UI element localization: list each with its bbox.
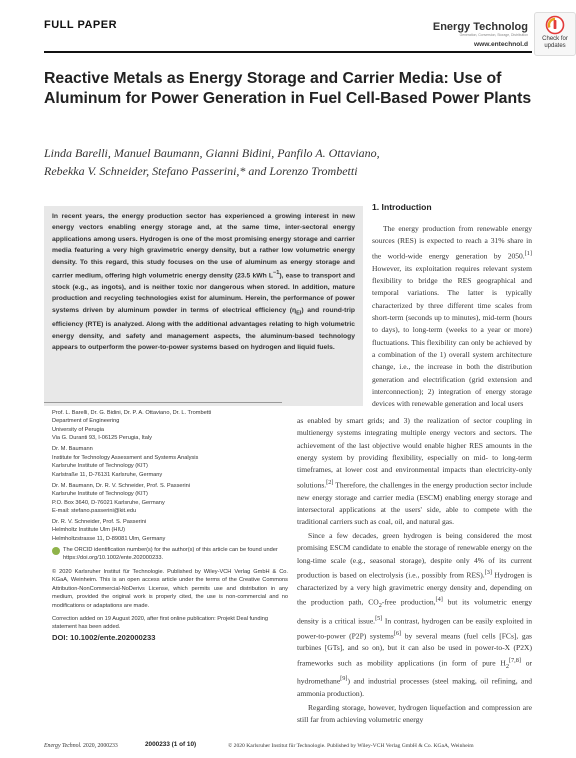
- journal-url[interactable]: www.entechnol.d: [474, 41, 528, 48]
- intro-text: The energy production from renewable energy sources (RES) is expected to reach a 31% share in the world-wide energy generation by 2050.[1] However, its exploitation requires relevant system flexibility to bridge the RES geographical and temporal variations. The latter is typically characterized by three different time scales from short-term (seconds up to minutes), mid-term (hours to days), to long-term (weeks to a year or more) fluctuations. This flexibility can only be achieved by a combination of the 1) overall system architecture change, i.e., the increase in both the distribution generation and electrification (grid extension and interconnection); 2) integration of energy storage devices with renewable generation and local users: [372, 224, 532, 409]
- check-for-updates-badge[interactable]: [534, 12, 576, 56]
- abstract-box: In recent years, the energy production sector has experienced a growing interest in new energy vectors enabling energy storage and, at the same time, inter-sectoral energy applications among users. Hydrogen is one of the most promising energy storage and carrier media featuring a very high gravimetric energy density, but a rather low volumetric energy density. To this regard, this study focuses on the use of aluminum as energy storage and carrier medium, offering high volumetric energy density (23.5 kWh $L^{-1}$), ease to transport and stock (e.g., as ingots), and is neither toxic nor dangerous when stored. In addition, mature production and recycling technologies exist for aluminum. Herein, the performance of power systems driven by aluminum powder in terms of electrical efficiency $(\eta_{EI})$ and round-trip efficiency (RTE) is analyzed. Along with the additional advantages relating to high volumetric energy density, and safety and management aspects, the aluminum-based technology appears to outperform the power-to-power systems based on hydrogen and liquid fuels.: [44, 206, 363, 406]
- footer-copyright: © 2020 Karlsruher Institut für Technologie. Published by Wiley-VCH Verlag GmbH & Co. KGaA, Weinheim: [228, 743, 474, 749]
- affiliations: Prof. L. Barelli, Dr. G. Bidini, Dr. P. A. Ottaviano, Dr. L. Trombetti Department of Engineering University of Perugia Via G. Duranti 93, I-06125 Perugia, Italy Dr. M. Baumann Institute for Technology Assessment and Systems Analysis Karlsruhe Institute of Technology (KIT) Karlstraße 11, D-76131 Karlsruhe, Germany Dr. M. Baumann, Dr. R. V. Schneider, Prof. S. Passerini Karlsruhe Institute of Technology (KIT) P.O. Box 3640, D-76021 Karlsruhe, Germany E-mail: stefano.passerini@kit.edu Dr. R. V. Schneider, Prof. S. Passerini Helmholtz Institute Ulm (HIU) Helmholtzstrasse 11, D-89081 Ulm, Germany The ORCID identification number(s) for the author(s) of this article can be found under https://doi.org/10.1002/ente.202000233. © 2020 Karlsruher Institut für Technologie. Published by Wiley-VCH Verlag GmbH & Co. KGaA, Weinheim. This is an open access article under the terms of the Creative Commons Attribution-NonCommercial-NoDerivs License, which permits use and distribution in any medium, provided the original work is properly cited, the use is non-commercial and no modifications or adaptations are made. Correction added on 19 August 2020, after first online publication: Projekt Deal funding statement has been added. DOI: 10.1002/ente.202000233: [52, 410, 288, 642]
- correction-note: Correction added on 19 August 2020, after first online publication: Projekt Deal funding statement has been added.: [52, 615, 269, 631]
- body-text: as enabled by smart grids; and 3) the realization of sector coupling in multienergy systems integrating multiple energy vectors and sectors. The achievement of the last objective would enable higher RES amounts in the energy system by providing flexibility, especially on mid- to long-term timeframes, at lower cost and environmental impacts than electricity-only solutions.[2] Therefore, the challenges in the energy production sector include new energy storage and carrier media (ESCM) enabling energy storage and intersectoral applications at the users' side, able to compete with the traditional carriers such as coal, oil, and natural gas. Since a few decades, green hydrogen is being considered the most promising ESCM candidate to enable the storage of renewable energy on the long-time scale (e.g., seasonal storage), despite only 4% of its current production is based on electrolysis (i.e., possibly from RES).[3] Hydrogen is characterized by a very high gravimetric energy density and, depending on the production path, $CO_2$-free production,[4] but its volumetric energy density is a critical issue.[5] In contrast, hydrogen can be easily exploited in power-to-power (P2P) systems[6] by several means (fuel cells [FCs], gas turbines [GTs], and so on), but it can also be used in power-to-X (P2X) frameworks such as mobility applications (in form of pure $H_2[7,8]$ or hydromethane[9]) and industrial processes (steel making, oil refining, and ammonia production). Regarding storage, however, hydrogen liquefaction and compression are still far from achieving volumetric energy: [297, 416, 532, 725]
- journal-subtitle: Generation, Conversion, Storage, Distribution: [459, 33, 528, 37]
- orcid-icon: [52, 547, 60, 555]
- license-statement: © 2020 Karlsruher Institut für Technologie. Published by Wiley-VCH Verlag GmbH & Co. KGaA, Weinheim. This is an open access article under the terms of the Creative Commons Attribution-NonCommercial-NoDerivs License, which permits use and distribution in any medium, provided the original work is properly cited, the use is non-commercial and no modifications or adaptations are made.: [52, 568, 288, 609]
- check-updates-icon: [545, 15, 565, 35]
- section-label: FULL PAPER: [44, 19, 118, 31]
- article-title: Reactive Metals as Energy Storage and Carrier Media: Use of Aluminum for Power Generation in Fuel Cell-Based Power Plants: [44, 70, 532, 107]
- section-heading: 1. Introduction: [372, 202, 432, 212]
- affiliation-rule: [44, 402, 282, 403]
- footer-citation: Energy Technol. 2020, 2000233: [44, 743, 118, 749]
- doi[interactable]: DOI: 10.1002/ente.202000233: [52, 632, 156, 642]
- footer-page: 2000233 (1 of 10): [145, 741, 197, 748]
- check-updates-label: Check for updates: [542, 36, 568, 49]
- journal-name: Energy Technolog: [432, 21, 528, 33]
- orcid-note[interactable]: The ORCID identification number(s) for the author(s) of this article can be found under https://doi.org/10.1002/ente.202000233.: [52, 546, 288, 563]
- corresponding-email[interactable]: E-mail: stefano.passerini@kit.edu: [52, 507, 137, 514]
- header-rule: [44, 51, 532, 53]
- author-list: Linda Barelli, Manuel Baumann, Gianni Bidini, Panfilo A. Ottaviano, Rebekka V. Schneider, Stefano Passerini,* and Lorenzo Trombetti: [44, 146, 380, 178]
